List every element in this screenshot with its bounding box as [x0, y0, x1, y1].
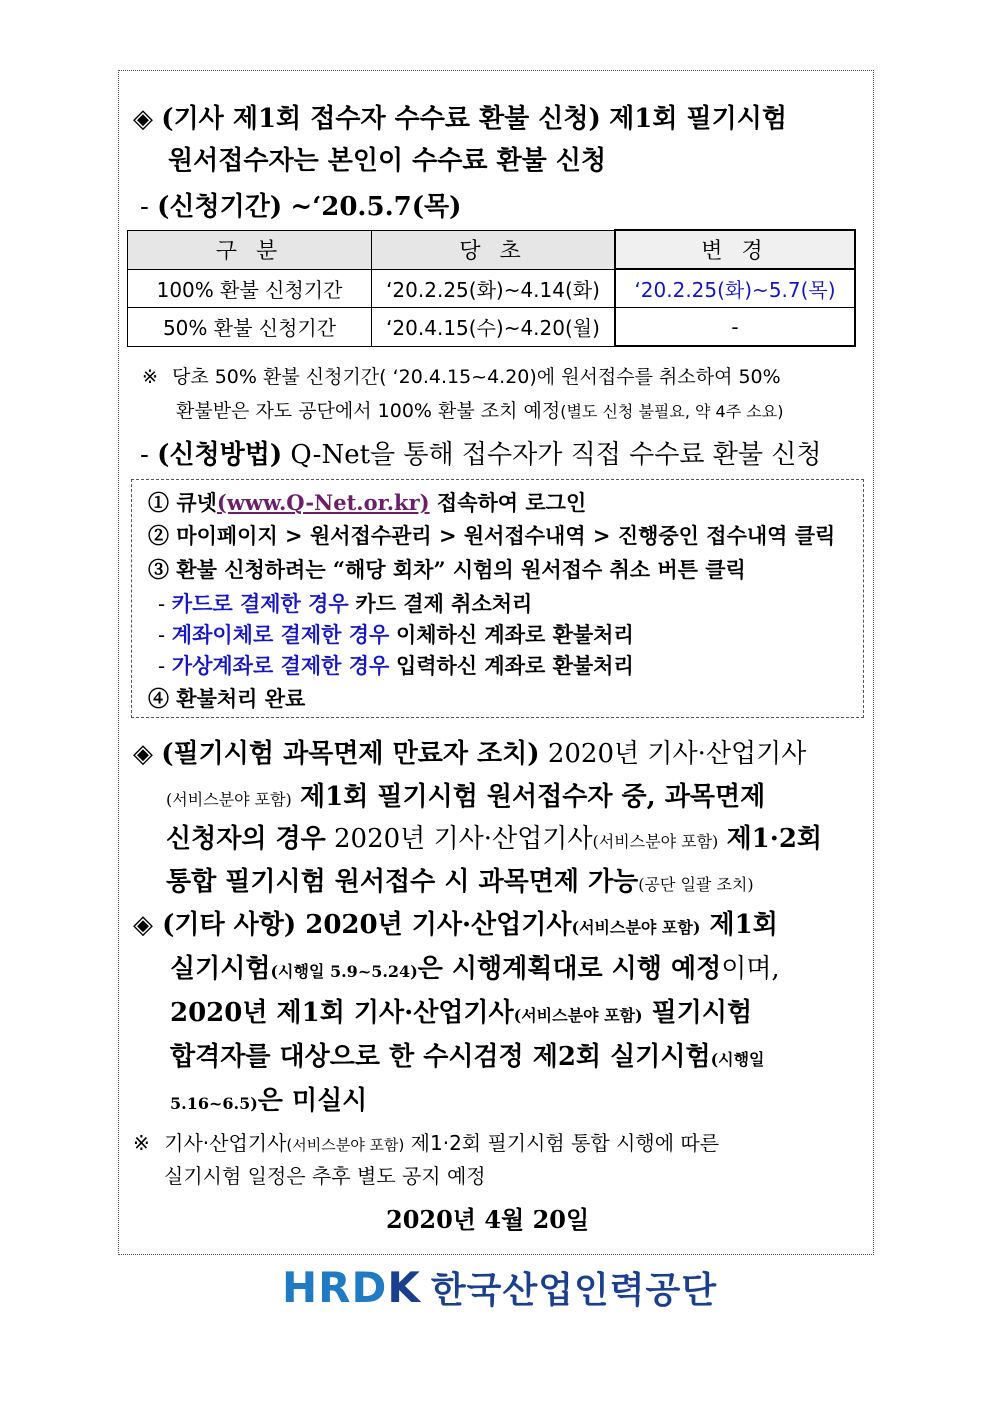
application-period: - (신청기간) ~‘20.5.7(목): [140, 192, 462, 222]
section3-line1: ◈ (기타 사항) 2020년 기사·산업기사(서비스분야 포함) 제1회: [133, 910, 778, 940]
table-header: 변 경: [615, 230, 855, 269]
note2-line2: 실기시험 일정은 추후 별도 공지 예정: [164, 1164, 486, 1188]
step-3-sub-card: - 카드로 결제한 경우 카드 결제 취소처리: [158, 591, 533, 616]
step-2: ② 마이페이지 > 원서접수관리 > 원서접수내역 > 진행중인 접수내역 클릭: [148, 523, 836, 548]
table-cell: ‘20.2.25(화)~4.14(화): [372, 269, 616, 308]
section2-line1: ◈ (필기시험 과목면제 만료자 조치) 2020년 기사·산업기사: [133, 739, 807, 769]
note1-line1: ※ 당초 50% 환불 신청기간( ‘20.4.15~4.20)에 원서접수를 취소하여 50%: [142, 366, 781, 388]
step-4: ④ 환불처리 완료: [148, 686, 306, 711]
step-3-sub-virtual: - 가상계좌로 결제한 경우 입력하신 계좌로 환불처리: [158, 653, 634, 678]
section2-line2: (서비스분야 포함) 제1회 필기시험 원서접수자 중, 과목면제: [166, 782, 766, 812]
hrdk-logo: [282, 1262, 717, 1313]
reference-mark-icon: ※: [142, 366, 158, 388]
section3-line5: 5.16~6.5)은 미실시: [170, 1086, 368, 1116]
reference-mark-icon: ※: [133, 1131, 150, 1155]
table-header: 당 초: [372, 230, 616, 269]
section1-line2: 원서접수자는 본인이 수수료 환불 신청: [168, 146, 607, 176]
diamond-bullet-icon: ◈: [133, 910, 153, 940]
step-3-sub-transfer: - 계좌이체로 결제한 경우 이체하신 계좌로 환불처리: [158, 622, 634, 647]
section3-line3: 2020년 제1회 기사·산업기사(서비스분야 포함) 필기시험: [170, 998, 753, 1028]
table-cell: ‘20.2.25(화)~5.7(목): [615, 269, 855, 308]
table-cell: ‘20.4.15(수)~4.20(월): [372, 308, 616, 347]
section2-line4: 통합 필기시험 원서접수 시 과목면제 가능(공단 일괄 조치): [166, 867, 754, 897]
table-cell: 50% 환불 신청기간: [128, 308, 372, 347]
note2-line1: ※ 기사·산업기사(서비스분야 포함) 제1·2회 필기시험 통합 시행에 따른: [133, 1131, 720, 1155]
diamond-bullet-icon: ◈: [133, 739, 153, 769]
table-cell: 100% 환불 신청기간: [128, 269, 372, 308]
application-method: - (신청방법) Q-Net을 통해 접수자가 직접 수수료 환불 신청: [140, 440, 822, 470]
table-header-row: [128, 230, 856, 269]
qnet-link[interactable]: (www.Q-Net.or.kr): [216, 490, 430, 515]
section1-line1: ◈ (기사 제1회 접수자 수수료 환불 신청) 제1회 필기시험: [133, 104, 787, 134]
step-1: ① 큐넷(www.Q-Net.or.kr) 접속하여 로그인: [148, 490, 587, 515]
table-row: [128, 308, 856, 347]
organization-name: 한국산업인력공단: [430, 1270, 718, 1311]
section2-line3: 신청자의 경우 2020년 기사·산업기사(서비스분야 포함) 제1·2회: [166, 824, 823, 854]
note1-line2: 환불받은 자도 공단에서 100% 환불 조치 예정(별도 신청 불필요, 약 4주 소요): [176, 400, 784, 422]
notice-date: 2020년 4월 20일: [386, 1205, 590, 1234]
refund-period-table: [127, 229, 856, 347]
step-3: ③ 환불 신청하려는 “해당 회차” 시험의 원서접수 취소 버튼 클릭: [148, 557, 746, 582]
section3-line4: 합격자를 대상으로 한 수시검정 제2회 실기시험(시행일: [170, 1042, 765, 1072]
table-header: 구 분: [128, 230, 372, 269]
table-cell: -: [615, 308, 855, 347]
hrdk-logo-mark: HRDK: [282, 1263, 421, 1312]
diamond-bullet-icon: ◈: [133, 104, 153, 134]
section3-line2: 실기시험(시행일 5.9~5.24)은 시행계획대로 시행 예정이며,: [170, 954, 780, 984]
table-row: [128, 269, 856, 308]
